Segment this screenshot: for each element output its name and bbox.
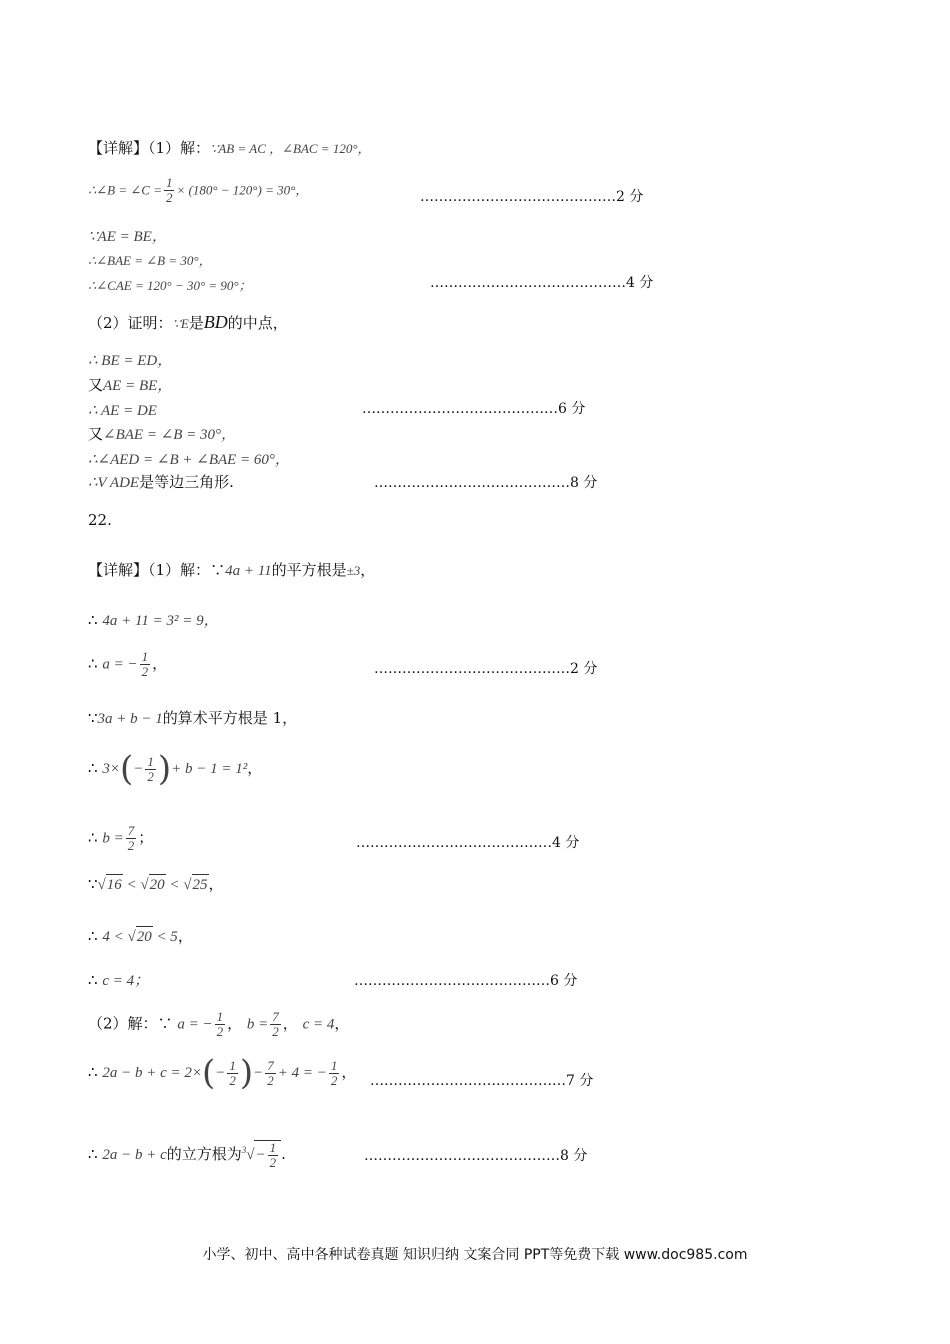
- fraction: $\frac{7}{2}$: [272, 1009, 279, 1039]
- solution-line-2: ∴∠B = ∠C = $\frac{1}{2}$ × (180° − 120°) = 30°，: [88, 175, 309, 205]
- fraction: $\frac{1}{2}$: [229, 1057, 236, 1088]
- solution-line-6: （2）证明：∵E是BD的中点，: [88, 312, 288, 332]
- q22-line-3: ∴ a = − $\frac{1}{2}$ ，: [88, 649, 168, 679]
- detail-label: 【详解】: [88, 561, 149, 579]
- score-dots-6: ……………………………………6 分: [354, 973, 578, 989]
- fraction: $\frac{7}{2}$: [267, 1057, 274, 1088]
- detail-label: 【详解】: [88, 139, 149, 157]
- q22-line-4: ∵3a + b − 1的算术平方根是 1，: [88, 709, 298, 727]
- solution-line-10: 又∠BAE = ∠B = 30°，: [88, 425, 237, 443]
- q22-line-9: ∴ c = 4；: [88, 971, 150, 989]
- solution-line-9: ∴ AE = DE: [88, 403, 157, 419]
- fraction: $\frac{1}{2}$: [269, 1140, 277, 1171]
- solution-line-7: ∴ BE = ED，: [88, 353, 173, 369]
- score-dots-2: ……………………………………2 分: [374, 661, 598, 677]
- solution-line-8: 又AE = BE，: [88, 376, 173, 394]
- solution-line-5: ∴∠CAE = 120° − 30° = 90°；: [88, 278, 252, 293]
- score-dots-8: ……………………………………8 分: [364, 1148, 588, 1164]
- fraction: $\frac{1}{2}$: [165, 175, 173, 205]
- fraction: $\frac{1}{2}$: [330, 1057, 338, 1088]
- score-dots-4: ……………………………………4 分: [430, 275, 654, 291]
- score-dots-8: ……………………………………8 分: [374, 475, 598, 491]
- page-footer: 小学、初中、高中各种试卷真题 知识归纳 文案合同 PPT等免费下载 www.doc985.com: [202, 1247, 748, 1263]
- fraction: $\frac{1}{2}$: [141, 649, 149, 679]
- q22-line-10: （2）解：∵ a = − $\frac{1}{2}$ ， b = $\frac{7}{2}$ ， c = 4，: [88, 1009, 350, 1039]
- q22-line-6: ∴ b = $\frac{7}{2}$ ；: [88, 823, 154, 853]
- solution-line-11: ∴∠AED = ∠B + ∠BAE = 60°，: [88, 452, 290, 468]
- score-dots-7: ……………………………………7 分: [370, 1073, 594, 1089]
- fraction: $\frac{7}{2}$: [127, 823, 135, 853]
- solution-line-12: ∴V ADE是等边三角形.: [88, 473, 234, 491]
- score-dots-4: ……………………………………4 分: [356, 835, 580, 851]
- q22-line-5: ∴ 3×(− $\frac{1}{2}$ )+ b − 1 = 1²，: [88, 749, 263, 789]
- fraction: $\frac{1}{2}$: [147, 753, 154, 784]
- question-number: 22.: [88, 511, 112, 529]
- fraction: $\frac{1}{2}$: [216, 1009, 224, 1039]
- q22-line-7: ∵√16 < √20 < √25，: [88, 875, 224, 893]
- q22-line-8: ∴ 4 < √20 < 5，: [88, 927, 193, 945]
- q22-line-11: ∴ 2a − b + c = 2×(− $\frac{1}{2}$ )− $\frac{7}{2}$ + 4 = − $\frac{1}{2}$ ，: [88, 1053, 357, 1093]
- score-dots-2: ……………………………………2 分: [420, 189, 644, 205]
- solution-line-4: ∴∠BAE = ∠B = 30°，: [88, 253, 212, 268]
- q22-line-2: ∴ 4a + 11 = 3² = 9，: [88, 611, 219, 629]
- solution-line-3: ∵AE = BE，: [88, 229, 167, 245]
- solution-line-1: 【详解】（1）解：∵AB = AC ，∠BAC = 120°，: [88, 139, 371, 157]
- q22-line-12: ∴ 2a − b + c的立方根为$^3$√− $\frac{1}{2}$ .: [88, 1140, 286, 1171]
- score-dots-6: ……………………………………6 分: [362, 401, 586, 417]
- q22-line-1: 【详解】（1）解：∵4a + 11的平方根是±3，: [88, 561, 376, 579]
